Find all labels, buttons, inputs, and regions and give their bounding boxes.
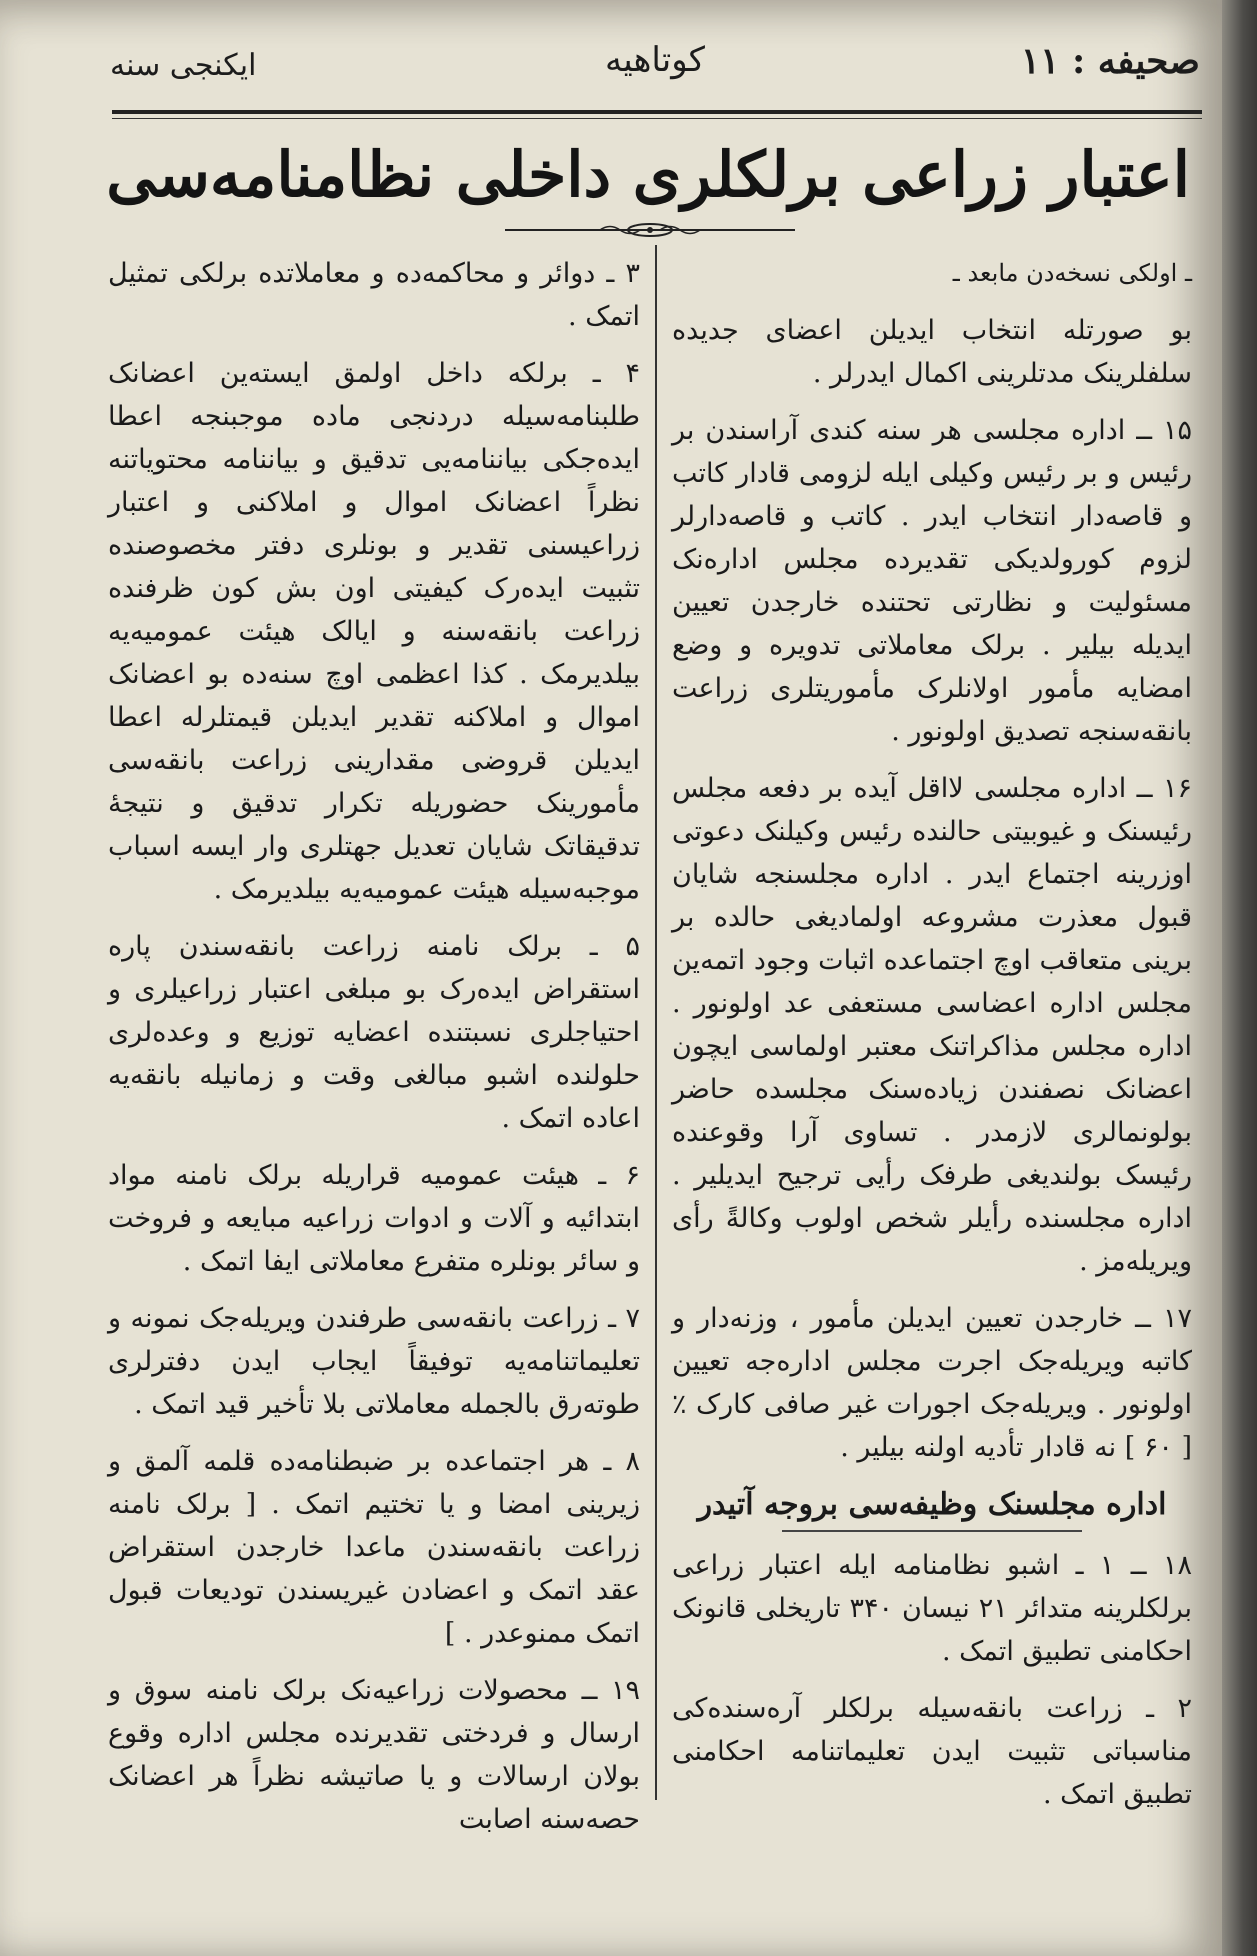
paragraph-4: ۴ ـ برلکه داخل اولمق ایسته‌ین اعضانک طلبنامه‌سیله دردنجی ماده موجبنجه اعطا ایده‌جکی بیاننامه‌یی تدقیق و بیاننامه محتویاتنه نظراً اعضانک اموال و املاکنی و اعتبار زراعیسنی تقدیر و بونلری دفتر مخصوصنده تثبیت ایده‌رک کیفیتی اون بش کون ظرفنده زراعت بانقه‌سنه و ایالک هیئت عمومیه‌یه بیلدیرمک . کذا اعظمی اوچ سنه‌ده بو اعضانک اموال و املاکنه تقدیر ایدیلن قیمتلرله اعطا ایدیلن قروضی مقدارینی زراعت بانقه‌سی مأمورینک حضوریله تکرار تدقیق و نتیجهٔ تدقیقاتک شایان تعدیل جهتلری وار ایسه اسباب موجبه‌سیله هیئت عمومیه‌یه بیلدیرمک . — [108, 358, 640, 905]
left-column — [108, 252, 640, 1855]
publication-name: کوتاهیه — [605, 40, 705, 80]
paragraph-6: ۶ ـ هیئت عمومیه قراریله برلک نامنه مواد ابتدائیه و آلات و ادوات زراعیه مبایعه و فروخت و سائر بونلره متفرع معاملاتی ایفا اتمک . — [108, 1160, 640, 1277]
running-header — [110, 40, 1200, 110]
paragraph-15: ۱۵ ــ اداره مجلسی هر سنه کندی آراسندن بر رئیس و بر رئیس وکیلی ایله لزومی قادار کاتب و قاصه‌دار انتخاب ایدر . کاتب و قاصه‌دارلر لزوم کورولدیکی تقدیرده مجلس اداره‌نک مسئولیت و نظارتی تحتنده خارجدن تعیین ایدیله بیلیر . برلک معاملاتی تدویره و وضع امضایه مأمور اولانلرک مأموریتلری زراعت بانقه‌سنجه تصدیق اولونور . — [672, 415, 1192, 747]
section-rule — [782, 1530, 1082, 1532]
section-heading: اداره مجلسنک وظیفه‌سی بروجه آتیدر — [697, 1487, 1167, 1522]
header-rule-thin — [112, 118, 1202, 119]
paragraph-19: ۱۹ ــ محصولات زراعیه‌نک برلک نامنه سوق و ارسال و فردختی تقدیرنده مجلس اداره وقوع بولان ارسالات و یا صاتیشه نظراً هر اعضانک حصه‌سنه اصابت — [108, 1675, 640, 1835]
continuation-note: ـ اولکی نسخه‌دن مابعد ـ — [952, 259, 1192, 287]
paragraph-18: ۱۸ ــ ۱ ـ اشبو نظامنامه ایله اعتبار زراعی برلکلرینه متدائر ۲۱ نیسان ۳۴۰ تاریخلی قانونک احکامنی تطبیق اتمک . — [672, 1550, 1193, 1667]
paragraph: بو صورتله انتخاب ایدیلن اعضای جدیده سلفلرینک مدتلرینی اکمال ایدرلر . — [672, 315, 1192, 389]
paragraph-3: ۳ ـ دوائر و محاکمه‌ده و معاملاتده برلکی تمثیل اتمک . — [108, 258, 640, 332]
ornament-divider — [505, 222, 795, 238]
paragraph-5: ۵ ـ برلک نامنه زراعت بانقه‌سندن پاره استقراض ایده‌رک بو مبلغی اعتبار زراعیلری و احتیاجلری نسبتنده اعضایه توزیع و وعده‌لری حلولنده اشبو مبالغی وقت و زمانیله بانقه‌یه اعاده اتمک . — [108, 931, 640, 1134]
page-edge — [1222, 0, 1257, 1956]
article-title: اعتبار زراعی برلکلری داخلی نظامنامه‌سی — [106, 138, 1190, 211]
right-column — [672, 252, 1192, 1830]
year-label: ایکنجی سنه — [110, 48, 257, 83]
header-rule — [112, 110, 1202, 114]
paragraph-17: ۱۷ ــ خارجدن تعیین ایدیلن مأمور ، وزنه‌دار و کاتبه ویریله‌جک اجرت مجلس اداره‌جه تعیین اولونور . ویریله‌جک اجورات غیر صافی کارک ٪ [ ۶۰ ] نه قادار تأدیه اولنه بیلیر . — [672, 1303, 1192, 1463]
column-divider — [655, 245, 657, 1800]
paragraph-16: ۱۶ ــ اداره مجلسی لااقل آیده بر دفعه مجلس رئیسنک و غیوبیتی حالنده رئیس وکیلنک دعوتی اوزرینه اجتماع ایدر . اداره مجلسنجه شایان قبول معذرت مشروعه اولمادیغی حالده بر برینی متعاقب اوچ اجتماعده اثبات وجود اتمه‌ین مجلس اداره اعضاسی مستعفی عد اولونور . اداره مجلس مذاکراتنک معتبر اولماسی ایچون اعضانک نصفندن زیاده‌سنک مجلسده حاضر بولونمالری لازمدر . تساوی آرا وقوعنده رئیسک بولندیغی طرفک رأیی ترجیح ایدیلیر . اداره مجلسنده رأیلر شخص اولوب وکالةً رأی ویریله‌مز . — [672, 773, 1192, 1277]
page-number: صحیفه : ۱۱ — [1020, 40, 1200, 82]
paragraph-7: ۷ ـ زراعت بانقه‌سی طرفندن ویریله‌جک نمونه و تعلیماتنامه‌یه توفیقاً ایجاب ایدن دفترلری طوته‌رق بالجمله معاملاتی بلا تأخیر قید اتمک . — [108, 1303, 640, 1420]
paragraph-18-2: ۲ ـ زراعت بانقه‌سیله برلکلر آره‌سنده‌کی مناسباتی تثبیت ایدن تعلیماتنامه احکامنی تطبیق اتمک . — [672, 1693, 1192, 1810]
paragraph-8: ۸ ـ هر اجتماعده بر ضبطنامه‌ده قلمه آلمق و زیرینی امضا و یا تختیم اتمک . [ برلک نامنه زراعت بانقه‌سندن ماعدا خارجدن استقراض عقد اتمک و اعضادن غیریسندن تودیعات قبول اتمک ممنوعدر . ] — [108, 1446, 640, 1649]
